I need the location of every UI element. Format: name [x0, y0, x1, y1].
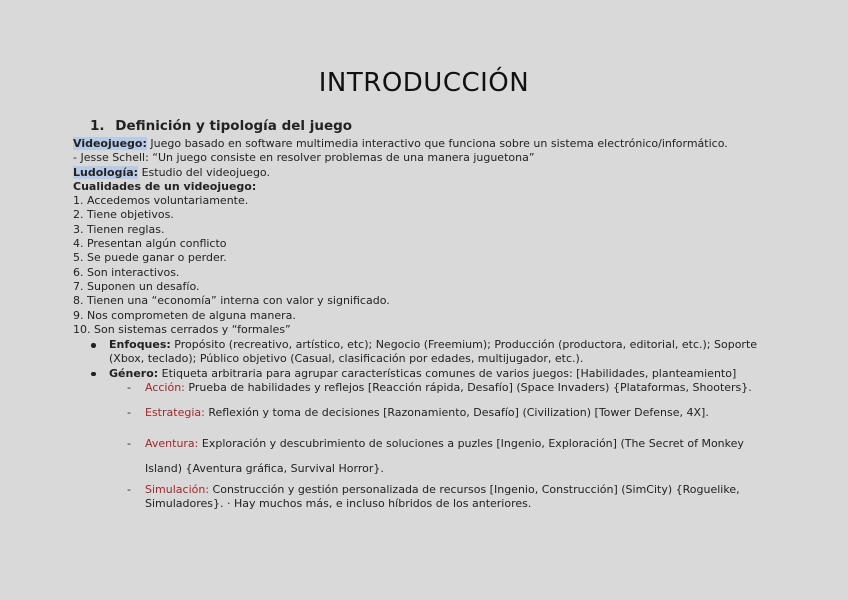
bullet-text: Propósito (recreativo, artístico, etc); Negocio (Freemium); Producción (productora, editorial, etc.); Soporte (Xbox, teclado); Público objetivo (Casual, clasificación por edades, multijugador, etc.). [109, 338, 758, 366]
definition-text: Estudio del videojuego. [138, 165, 270, 179]
genre-text: Prueba de habilidades y reflejos [Reacción rápida, Desafío] (Space Invaders) {Plataformas, Shooters}. [184, 381, 752, 395]
genre-text: Construcción y gestión personalizada de recursos [Ingenio, Construcción] (SimCity) {Roguelike, Simuladores}. · Hay muchos más, e incluso híbridos de los anteriores. [145, 483, 740, 511]
genre-accion [73, 381, 773, 395]
bullet-label: Enfoques: [109, 338, 171, 352]
quality-item: 9. Nos comprometen de alguna manera. [73, 308, 296, 322]
definition-ludologia [73, 166, 773, 180]
quote-jesse-schell: - Jesse Schell: “Un juego consiste en resolver problemas de una manera juguetona” [73, 151, 535, 165]
section-title: Definición y tipología del juego [115, 118, 353, 134]
qualities-list [73, 194, 773, 337]
quality-item: 4. Presentan algún conflicto [73, 237, 227, 251]
genre-list [73, 381, 773, 511]
slide-title: INTRODUCCIÓN [318, 68, 530, 98]
quality-item: 1. Accedemos voluntariamente. [73, 194, 249, 208]
quality-item: 2. Tiene objetivos. [73, 208, 174, 222]
genre-text: Exploración y descubrimiento de soluciones a puzles [Ingenio, Exploración] (The Secret of Monkey Island) {Aventura gráfica, Survival Horror}. [145, 437, 744, 476]
slide-content [73, 118, 773, 522]
bullet-genero [73, 367, 773, 381]
genre-aventura [73, 431, 773, 481]
quality-item: 6. Son interactivos. [73, 265, 180, 279]
definition-videojuego [73, 137, 773, 151]
qualities-heading: Cualidades de un videojuego: [73, 179, 257, 193]
quality-item: 3. Tienen reglas. [73, 222, 165, 236]
term-ludologia: Ludología: [73, 165, 139, 179]
term-videojuego: Videojuego: [73, 137, 147, 150]
genre-text: Reflexión y toma de decisiones [Razonamiento, Desafío] (Civilization) [Tower Defense, 4X]. [204, 406, 709, 420]
definition-text: Juego basado en software multimedia interactivo que funciona sobre un sistema electrónico/informático. [146, 137, 728, 150]
bullet-label: Género: [109, 366, 159, 380]
genre-name: Acción: [145, 381, 185, 395]
quality-item: 5. Se puede ganar o perder. [73, 251, 227, 265]
genre-name: Simulación: [145, 483, 210, 497]
genre-estrategia [73, 406, 773, 420]
quality-item: 8. Tienen una “economía” interna con valor y significado. [73, 294, 390, 308]
genre-simulacion [73, 483, 773, 511]
genre-name: Estrategia: [145, 406, 205, 420]
bullet-text: Etiqueta arbitraria para agrupar características comunes de varios juegos: [Habilidades, planteamiento] [158, 366, 737, 380]
genre-name: Aventura: [145, 437, 199, 451]
section-heading [90, 118, 773, 134]
bullet-list [73, 338, 773, 381]
quality-item: 7. Suponen un desafío. [73, 279, 200, 293]
quality-item: 10. Son sistemas cerrados y “formales” [73, 322, 291, 336]
bullet-enfoques [73, 338, 773, 367]
section-number: 1. [90, 118, 105, 134]
